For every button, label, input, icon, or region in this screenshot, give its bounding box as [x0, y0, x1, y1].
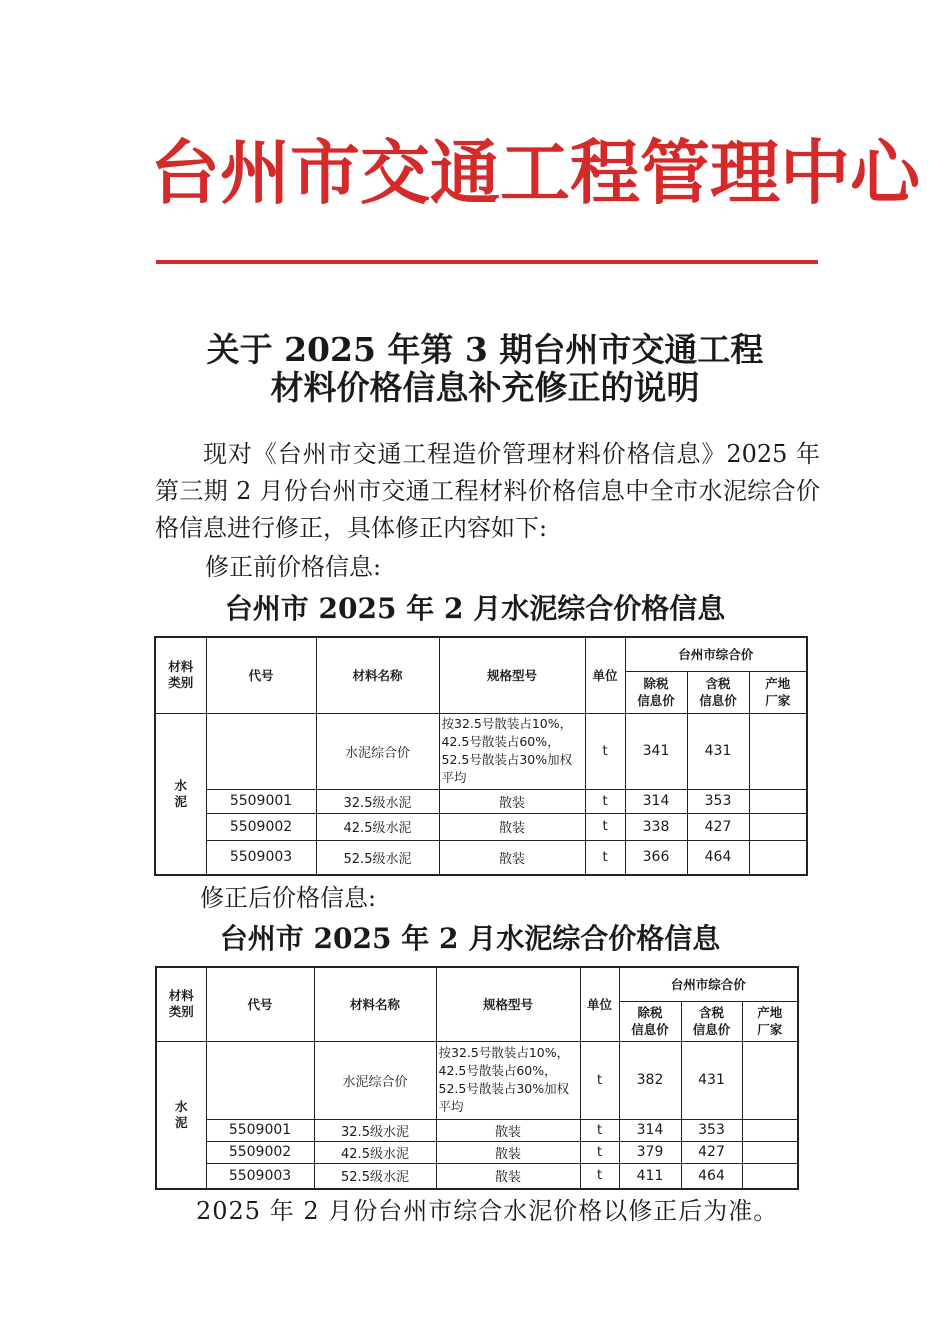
header-inc-tax: 含税 信息价 — [681, 1001, 742, 1041]
name-cell: 32.5级水泥 — [314, 1119, 436, 1141]
header-category: 材料 类别 — [156, 967, 206, 1041]
ex-tax-cell: 379 — [619, 1141, 681, 1163]
doc-title-line1: 关于 2025 年第 3 期台州市交通工程 — [206, 330, 764, 369]
ex-tax-cell: 341 — [625, 713, 687, 789]
header-code: 代号 — [206, 637, 316, 713]
header-ex-tax: 除税 信息价 — [625, 671, 687, 713]
ex-tax-cell: 314 — [619, 1119, 681, 1141]
before-table-title: 台州市 2025 年 2 月水泥综合价格信息 — [224, 592, 726, 625]
table-row — [156, 1163, 798, 1189]
category-cell: 水 泥 — [155, 713, 206, 875]
header-name: 材料名称 — [316, 637, 439, 713]
before-price-table — [154, 636, 808, 876]
ex-tax-cell: 314 — [625, 789, 687, 813]
origin-cell — [742, 1041, 798, 1119]
header-ex-tax: 除税 信息价 — [619, 1001, 681, 1041]
after-label: 修正后价格信息: — [200, 884, 377, 912]
header-spec: 规格型号 — [436, 967, 580, 1041]
name-cell: 42.5级水泥 — [314, 1141, 436, 1163]
unit-cell: t — [580, 1119, 619, 1141]
category-cell: 水 泥 — [156, 1041, 206, 1189]
header-price-group: 台州市综合价 — [619, 967, 798, 1001]
table-row — [155, 789, 807, 813]
inc-tax-cell: 431 — [681, 1041, 742, 1119]
unit-cell: t — [585, 713, 625, 789]
ex-tax-cell: 411 — [619, 1163, 681, 1189]
inc-tax-cell: 464 — [681, 1163, 742, 1189]
spec-cell: 散装 — [436, 1141, 580, 1163]
org-letterhead: 台州市交通工程管理中心 — [150, 131, 920, 214]
origin-cell — [742, 1119, 798, 1141]
code-cell: 5509003 — [206, 1163, 314, 1189]
header-spec: 规格型号 — [439, 637, 585, 713]
name-cell: 52.5级水泥 — [316, 840, 439, 875]
spec-cell: 按32.5号散装占10%，42.5号散装占60%，52.5号散装占30%加权平均 — [436, 1041, 580, 1119]
header-origin: 产地 厂家 — [749, 671, 807, 713]
origin-cell — [749, 789, 807, 813]
intro-paragraph: 现对《台州市交通工程造价管理材料价格信息》2025 年第三期 2 月份台州市交通工程材料价格信息中全市水泥综合价格信息进行修正，具体修正内容如下: — [155, 440, 820, 542]
before-label: 修正前价格信息: — [205, 553, 382, 581]
table-row — [156, 1141, 798, 1163]
name-cell: 52.5级水泥 — [314, 1163, 436, 1189]
header-unit: 单位 — [585, 637, 625, 713]
header-inc-tax: 含税 信息价 — [687, 671, 749, 713]
ex-tax-cell: 382 — [619, 1041, 681, 1119]
unit-cell: t — [580, 1041, 619, 1119]
inc-tax-cell: 427 — [681, 1141, 742, 1163]
origin-cell — [749, 840, 807, 875]
header-name: 材料名称 — [314, 967, 436, 1041]
header-origin: 产地 厂家 — [742, 1001, 798, 1041]
ex-tax-cell: 338 — [625, 813, 687, 840]
origin-cell — [749, 813, 807, 840]
origin-cell — [749, 713, 807, 789]
unit-cell: t — [580, 1141, 619, 1163]
inc-tax-cell: 353 — [687, 789, 749, 813]
spec-cell: 散装 — [436, 1163, 580, 1189]
code-cell — [206, 713, 316, 789]
table-row — [156, 1041, 798, 1119]
inc-tax-cell: 431 — [687, 713, 749, 789]
code-cell: 5509002 — [206, 813, 316, 840]
origin-cell — [742, 1141, 798, 1163]
name-cell: 水泥综合价 — [316, 713, 439, 789]
code-cell: 5509001 — [206, 1119, 314, 1141]
after-price-table — [155, 966, 799, 1190]
header-price-group: 台州市综合价 — [625, 637, 807, 671]
table-row — [155, 840, 807, 875]
inc-tax-cell: 427 — [687, 813, 749, 840]
name-cell: 32.5级水泥 — [316, 789, 439, 813]
code-cell: 5509003 — [206, 840, 316, 875]
code-cell: 5509001 — [206, 789, 316, 813]
letterhead-divider — [156, 260, 818, 264]
header-unit: 单位 — [580, 967, 619, 1041]
after-table-title: 台州市 2025 年 2 月水泥综合价格信息 — [219, 922, 721, 955]
name-cell: 水泥综合价 — [314, 1041, 436, 1119]
table-row — [156, 1119, 798, 1141]
header-code: 代号 — [206, 967, 314, 1041]
table-row — [155, 813, 807, 840]
spec-cell: 散装 — [439, 813, 585, 840]
doc-title-line2: 材料价格信息补充修正的说明 — [270, 368, 700, 407]
spec-cell: 散装 — [439, 789, 585, 813]
unit-cell: t — [580, 1163, 619, 1189]
unit-cell: t — [585, 789, 625, 813]
spec-cell: 散装 — [436, 1119, 580, 1141]
unit-cell: t — [585, 840, 625, 875]
inc-tax-cell: 353 — [681, 1119, 742, 1141]
spec-cell: 散装 — [439, 840, 585, 875]
unit-cell: t — [585, 813, 625, 840]
table-row — [155, 713, 807, 789]
code-cell — [206, 1041, 314, 1119]
name-cell: 42.5级水泥 — [316, 813, 439, 840]
header-category: 材料 类别 — [155, 637, 206, 713]
inc-tax-cell: 464 — [687, 840, 749, 875]
conclusion-line: 2025 年 2 月份台州市综合水泥价格以修正后为准。 — [196, 1197, 779, 1225]
spec-cell: 按32.5号散装占10%，42.5号散装占60%，52.5号散装占30%加权平均 — [439, 713, 585, 789]
code-cell: 5509002 — [206, 1141, 314, 1163]
origin-cell — [742, 1163, 798, 1189]
ex-tax-cell: 366 — [625, 840, 687, 875]
